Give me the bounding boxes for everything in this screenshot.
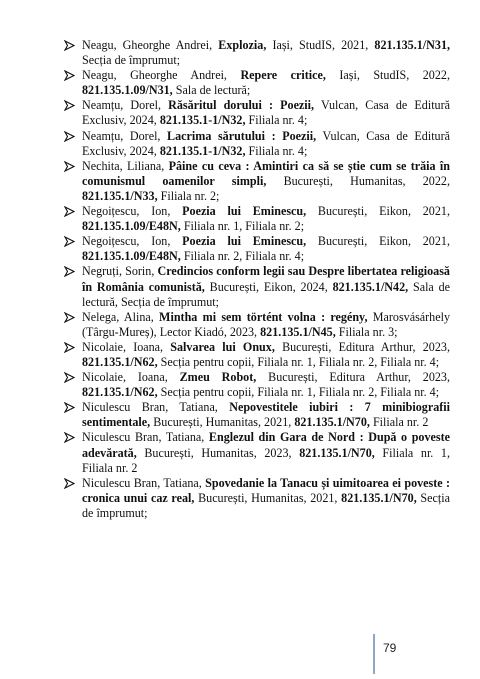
entry-location: Sala de lectură; <box>175 83 251 98</box>
entry-shelfmark: 821.135.1.09/E48N, <box>82 249 181 264</box>
entry-title: Mintha mi sem történt volna : regény, <box>159 309 368 324</box>
bibliography-entry <box>62 340 450 370</box>
entry-title: Credincios conform legii sau Despre libertatea religioasă în România comunistă, <box>82 264 450 294</box>
entry-shelfmark: 821.135.1/N45, <box>260 324 336 339</box>
entry-publication: București, Humanitas, 2021, <box>198 490 338 505</box>
entry-publication: București, Humanitas, 2022, <box>283 173 450 188</box>
entry-shelfmark: 821.135.1/N42, <box>332 279 409 294</box>
bibliography-list <box>62 38 450 521</box>
entry-title: Explozia, <box>218 38 267 52</box>
entry-publication: București, Humanitas, 2021, <box>153 415 292 430</box>
bibliography-entry <box>62 204 450 234</box>
arrowhead-bullet-icon <box>62 476 76 491</box>
entry-title: Pâine cu ceva : Amintiri ca să se știe cum se trăia în comunismul oamenilor simpli, <box>82 158 450 188</box>
arrowhead-bullet-icon <box>62 129 76 144</box>
entry-author: Neagu, Gheorghe Andrei, <box>82 68 227 83</box>
entry-title: Poezia lui Eminescu, <box>182 234 307 249</box>
entry-location: Secția pentru copii, Filiala nr. 1, Filiala nr. 2, Filiala nr. 4; <box>160 385 440 400</box>
bibliography-entry <box>62 370 450 400</box>
entry-shelfmark: 821.135.1.09/E48N, <box>82 219 181 234</box>
entry-location: Filiala nr. 4; <box>248 143 308 158</box>
entry-author: Negoițescu, Ion, <box>82 204 171 219</box>
entry-location: Filiala nr. 2, Filiala nr. 4; <box>183 249 305 264</box>
entry-title: Englezul din Gara de Nord : După o poveste adevărată, <box>82 430 450 460</box>
entry-author: Niculescu Bran, Tatiana, <box>82 430 205 445</box>
entry-publication: București, Eikon, 2021, <box>317 234 450 249</box>
arrowhead-bullet-icon <box>62 159 76 174</box>
bibliography-entry <box>62 310 450 340</box>
arrowhead-bullet-icon <box>62 38 76 53</box>
arrowhead-bullet-icon <box>62 234 76 249</box>
bibliography-entry <box>62 234 450 264</box>
entry-title: Zmeu Robot, <box>179 370 257 385</box>
page-number-rule <box>373 634 375 674</box>
bibliography-entry <box>62 476 450 521</box>
entry-publication: București, Editura Arthur, 2023, <box>268 370 450 385</box>
entry-shelfmark: 821.135.1/N62, <box>82 354 158 369</box>
entry-location: Filiala nr. 1, Filiala nr. 2 <box>82 445 450 475</box>
arrowhead-bullet-icon <box>62 264 76 279</box>
entry-publication: București, Editura Arthur, 2023, <box>282 339 450 354</box>
entry-location: Secția de împrumut; <box>82 53 181 68</box>
entry-title: Lacrima sărutului : Poezii, <box>167 128 317 143</box>
entry-location: Secția de împrumut; <box>82 490 450 520</box>
entry-shelfmark: 821.135.1.09/N31, <box>82 83 173 98</box>
entry-publication: Marosvásárhely (Târgu-Mureș), Lector Kiadó, 2023, <box>82 309 450 339</box>
bibliography-entry <box>62 38 450 68</box>
entry-title: Spovedanie la Tanacu și uimitoarea ei poveste : cronica unui caz real, <box>82 475 450 505</box>
entry-author: Niculescu Bran, Tatiana, <box>82 400 218 415</box>
entry-title: Poezia lui Eminescu, <box>182 204 307 219</box>
entry-shelfmark: 821.135.1/N70, <box>299 445 375 460</box>
entry-publication: Iași, StudIS, 2022, <box>339 68 450 83</box>
bibliography-entry <box>62 400 450 430</box>
entry-author: Neamțu, Dorel, <box>82 98 161 113</box>
entry-title: Repere critice, <box>240 68 326 83</box>
entry-author: Niculescu Bran, Tatiana, <box>82 475 202 490</box>
entry-location: Filiala nr. 2 <box>372 415 429 430</box>
entry-shelfmark: 821.135.1-1/N32, <box>159 143 246 158</box>
entry-location: Filiala nr. 3; <box>338 324 398 339</box>
bibliography-entry <box>62 430 450 475</box>
page-number: 79 <box>383 641 397 655</box>
bibliography-entry <box>62 98 450 128</box>
entry-publication: București, Eikon, 2024, <box>209 279 328 294</box>
entry-location: Filiala nr. 1, Filiala nr. 2; <box>183 219 305 234</box>
entry-title: Salvarea lui Onux, <box>170 339 275 354</box>
arrowhead-bullet-icon <box>62 400 76 415</box>
entry-shelfmark: 821.135.1-1/N32, <box>159 113 246 128</box>
entry-author: Neamțu, Dorel, <box>82 128 161 143</box>
arrowhead-bullet-icon <box>62 204 76 219</box>
entry-author: Nicolaie, Ioana, <box>82 370 168 385</box>
arrowhead-bullet-icon <box>62 430 76 445</box>
entry-location: Sala de lectură, Secția de împrumut; <box>82 279 451 309</box>
entry-author: Neagu, Gheorghe Andrei, <box>82 38 213 52</box>
entry-publication: București, Eikon, 2021, <box>317 204 450 219</box>
entry-author: Nechita, Liliana, <box>82 158 165 173</box>
entry-author: Nicolaie, Ioana, <box>82 339 164 354</box>
entry-author: Negoițescu, Ion, <box>82 234 171 249</box>
entry-shelfmark: 821.135.1/N70, <box>341 490 417 505</box>
entry-publication: Iași, StudIS, 2021, <box>272 38 369 52</box>
entry-shelfmark: 821.135.1/N31, <box>374 38 451 52</box>
arrowhead-bullet-icon <box>62 340 76 355</box>
arrowhead-bullet-icon <box>62 310 76 325</box>
arrowhead-bullet-icon <box>62 370 76 385</box>
entry-shelfmark: 821.135.1/N33, <box>82 188 158 203</box>
entry-publication: Vulcan, Casa de Editură Exclusiv, 2024, <box>82 128 450 158</box>
bibliography-entry <box>62 159 450 204</box>
entry-title: Răsăritul dorului : Poezii, <box>168 98 315 113</box>
bibliography-entry <box>62 129 450 159</box>
entry-title: Nepovestitele iubiri : 7 minibiografii sentimentale, <box>82 400 451 430</box>
entry-shelfmark: 821.135.1/N70, <box>294 415 370 430</box>
entry-shelfmark: 821.135.1/N62, <box>82 385 158 400</box>
bibliography-entry <box>62 264 450 309</box>
entry-location: Filiala nr. 2; <box>160 188 220 203</box>
bibliography-entry <box>62 68 450 98</box>
entry-publication: București, Humanitas, 2023, <box>144 445 292 460</box>
arrowhead-bullet-icon <box>62 98 76 113</box>
arrowhead-bullet-icon <box>62 68 76 83</box>
entry-location: Secția pentru copii, Filiala nr. 1, Filiala nr. 2, Filiala nr. 4; <box>160 354 440 369</box>
entry-publication: Vulcan, Casa de Editură Exclusiv, 2024, <box>82 98 450 128</box>
entry-author: Nelega, Alina, <box>82 309 154 324</box>
entry-author: Negruți, Sorin, <box>82 264 155 279</box>
entry-location: Filiala nr. 4; <box>248 113 308 128</box>
